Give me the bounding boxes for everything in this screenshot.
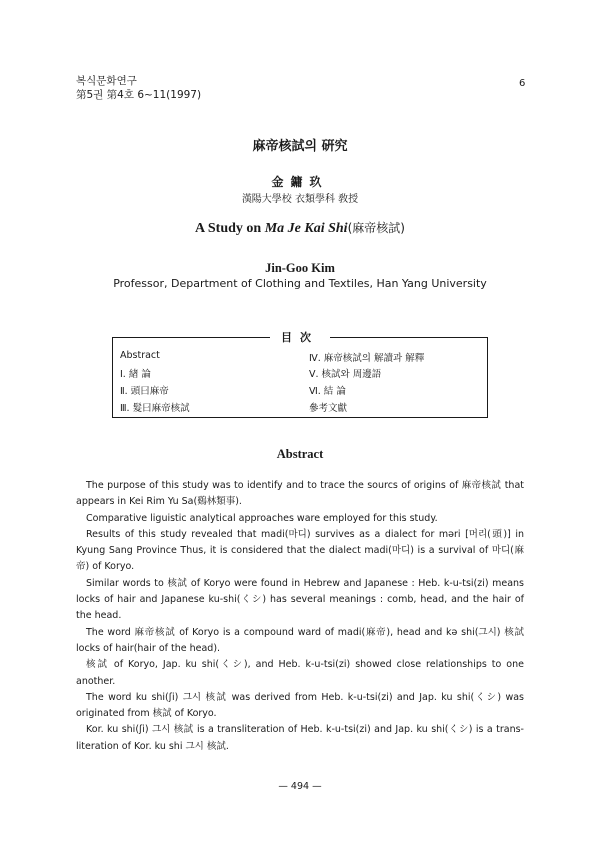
abstract-paragraph: 核試 of Koryo, Jap. ku shi(くシ), and Heb. k-u-tsi(zi) showed close relationships to one another. <box>76 659 524 687</box>
author-english: Jin-Goo Kim <box>265 261 335 275</box>
page-number: 6 <box>519 78 526 89</box>
abstract-body <box>76 478 524 755</box>
toc-item: Ⅳ. 麻帝核試의 解讀과 解釋 <box>309 353 425 364</box>
abstract-paragraph: Results of this study revealed that madi(마디) survives as a dialect for mǝri [머리(頭)] in Kyung Sang Province Thus, it is considered that the dialect madi(마디) is a survival of 마디(麻帝) of Koryo. <box>76 528 524 573</box>
journal-name: 복식문화연구 <box>76 75 137 87</box>
toc-item: Ⅱ. 頭曰麻帝 <box>120 386 169 397</box>
toc-item: Abstract <box>120 350 160 361</box>
title-english-italic: Ma Je Kai Shi <box>264 221 348 236</box>
abstract-paragraph: The word ku shi(ʃi) 그시 核試 was derived from Heb. k-u-tsi(zi) and Jap. ku shi(くシ) was originated from 核試 of Koryo. <box>76 691 524 720</box>
author-korean: 金鏞玖 <box>271 175 329 189</box>
abstract-heading: Abstract <box>276 447 324 461</box>
abstract-paragraph: Comparative liguistic analytical approaches ware employed for this study. <box>86 512 438 524</box>
toc-item: Ⅴ. 核試와 周邊語 <box>309 369 382 380</box>
toc-item: 參考文獻 <box>309 403 348 414</box>
toc-heading: 目次 <box>270 329 330 345</box>
title-korean: 麻帝核試의 硏究 <box>252 139 348 154</box>
toc-item: Ⅵ. 結 論 <box>309 386 346 397</box>
title-english <box>0 219 600 237</box>
title-english-suffix: (麻帝核試) <box>347 221 405 235</box>
abstract-paragraph: Kor. ku shi(ʃi) 그시 核試 is a transliteration of Heb. k-u-tsi(zi) and Jap. ku shi(くシ) is a trans-literation of Kor. ku shi 그시 核試. <box>76 724 524 752</box>
abstract-paragraph: The word 麻帝核試 of Koryo is a compound ward of madi(麻帝), head and kǝ shi(그시) 核試 locks of hair(hair of the head). <box>76 626 524 654</box>
affiliation-korean: 漢陽大學校 衣類學科 敎授 <box>241 194 359 205</box>
page-footer-number: — 494 — <box>278 781 322 792</box>
abstract-paragraph: The purpose of this study was to identify and to trace the sourcs of origins of 麻帝核試 that appears in Kei Rim Yu Sa(鷄林類事). <box>76 480 524 508</box>
abstract-paragraph: Similar words to 核試 of Koryo were found in Hebrew and Japanese : Heb. k-u-tsi(zi) means locks of hair and Japanese ku-shi(くシ) has several meanings : comb, head, and the hair of the head. <box>76 577 524 622</box>
toc-item: Ⅰ. 緖 論 <box>120 369 151 380</box>
affiliation-english: Professor, Department of Clothing and Textiles, Han Yang University <box>113 277 487 290</box>
title-english-prefix: A Study on <box>195 221 265 236</box>
toc-item: Ⅲ. 髮曰麻帝核試 <box>120 403 190 414</box>
journal-volume: 第5권 第4호 6~11(1997) <box>76 89 202 101</box>
journal-header <box>76 74 201 102</box>
